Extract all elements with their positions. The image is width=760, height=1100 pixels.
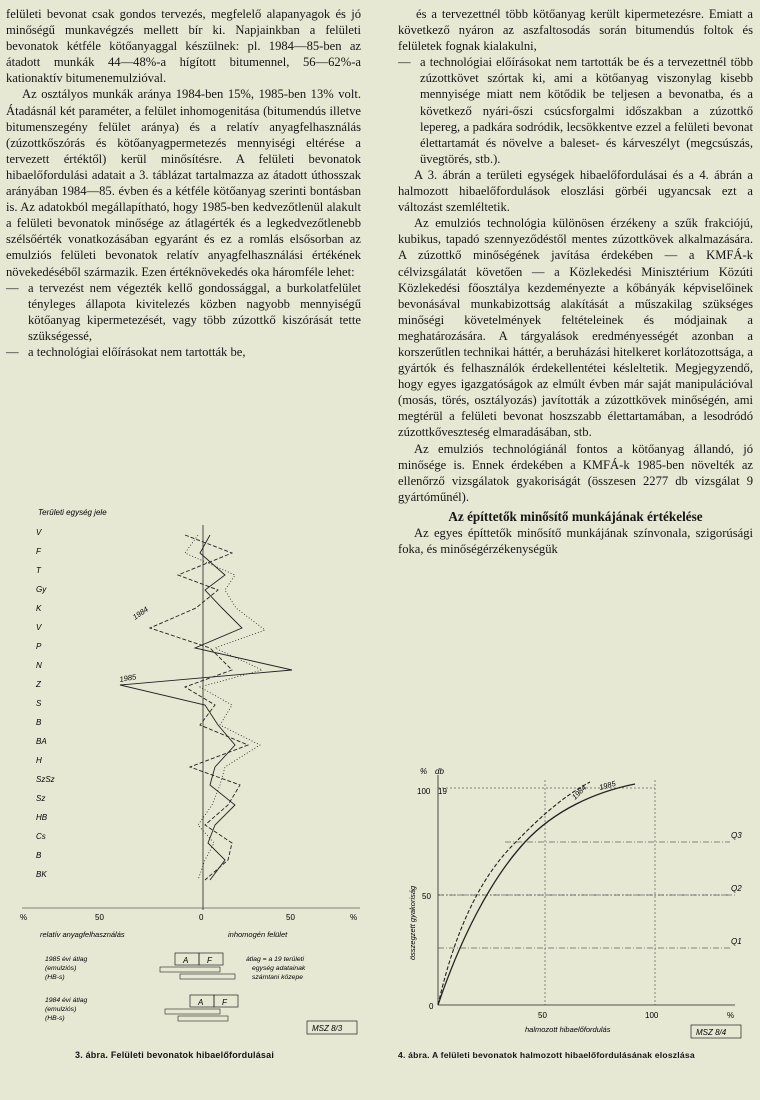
figure-4 — [395, 760, 760, 1050]
fig4-y-0: 0 — [429, 1002, 434, 1011]
fig3-legend-note — [246, 956, 306, 981]
fig4-y-19: 19 — [438, 787, 447, 796]
fig4-x-pct: % — [727, 1011, 735, 1020]
fig4-stamp: MSZ 8/4 — [696, 1028, 727, 1037]
fig3-unit-label: BK — [36, 870, 47, 879]
right-paragraph-4: Az emulziós technológiánál fontos a kötőanyag állandó, jó minősége is. Ennek érdekében a KMFÁ-k 1985-ben növelték az ellenőrző vizsgálatok gyakoriságát (összesen 2277 db vizsgálat 9 gyártóműnél). — [398, 441, 753, 504]
fig4-y-50: 50 — [422, 892, 431, 901]
fig4-x-label: halmozott hibaelőfordulás — [525, 1025, 611, 1034]
fig3-unit-label: B — [36, 851, 42, 860]
right-paragraph-5: Az egyes építtetők minősítő munkájának színvonala, szigorúsági foka, és minőségérzékenységük — [398, 525, 753, 556]
fig4-series-1985 — [438, 784, 635, 1005]
fig4-x-50: 50 — [538, 1011, 547, 1020]
fig3-box-a-1985: A — [183, 956, 189, 965]
fig3-unit-label: Gy — [36, 585, 47, 594]
svg-text:(emulziós): (emulziós) — [45, 1006, 77, 1013]
fig3-stamp: MSZ 8/3 — [312, 1024, 343, 1033]
fig3-x-ticks — [20, 913, 357, 922]
fig4-q3: Q3 — [731, 831, 742, 840]
svg-text:%: % — [350, 913, 358, 922]
fig3-unit-label: F — [36, 547, 41, 556]
fig3-y-title: Területi egység jele — [38, 508, 107, 517]
right-paragraph-1: és a tervezettnél több kötőanyag került kipermetezésre. Emiatt a következő nyáron az aszfaltosodás során bitumendús foltok és felületek fognak kialakulni, — [398, 7, 753, 54]
fig3-unit-label: H — [36, 756, 42, 765]
fig3-legend-1984 — [45, 997, 88, 1022]
fig3-x-label-right: inhomogén felület — [228, 930, 288, 939]
fig3-label-1984: 1984 — [130, 604, 150, 622]
section-title: Az építtetők minősítő munkájának értékelése — [448, 508, 703, 524]
fig3-box-a-1984: A — [198, 998, 204, 1007]
svg-text:számtani közepe: számtani közepe — [252, 974, 304, 981]
figure-3 — [0, 505, 380, 1045]
fig3-unit-label: V — [36, 528, 42, 537]
fig3-unit-label: N — [36, 661, 42, 670]
figure-3-caption: 3. ábra. Felületi bevonatok hibaelőfordulásai — [75, 1050, 275, 1060]
fig4-label-1984: 1984 — [570, 783, 589, 802]
fig3-unit-label: Sz — [36, 794, 46, 803]
fig4-y-label: összegzett gyakoriság — [408, 885, 417, 960]
svg-text:1984 évi átlag: 1984 évi átlag — [45, 997, 88, 1004]
fig3-unit-label: V — [36, 623, 42, 632]
fig3-unit-label: S — [36, 699, 42, 708]
svg-text:átlag = a 19 területi: átlag = a 19 területi — [246, 956, 305, 963]
svg-text:50: 50 — [286, 913, 295, 922]
fig3-series-1984 — [150, 535, 248, 880]
fig3-unit-label: Cs — [36, 832, 46, 841]
right-paragraph-3: Az emulziós technológia különösen érzékeny a szűk frakciójú, kubikus, tapadó szennyeződéstől mentes zúzottkövek alkalmazására. A zúzottkő minőségének javítása érdekében — a KMFÁ-k célvizsgálatát követően — a Közlekedési Minisztérium Közúti Közlekedési főosztálya kezdeményezte a kőbányák képviselőinek bevonásával munkabizottság alakítását a műszakilag szükséges minőségi követelmények feltételeinek és módjainak a meghatározására. A tárgyalások eredményességét azonban a korszerűtlen technikai háttér, a beruházási hitelkeret korlátozottsága, a gyártók és felhasználók érdekellentétei késleltetik. Megjegyzendő, hogy egyes igazgatóságok az elmúlt évben már saját manipulációval (mosás, törés, osztályozás) javították a zúzottkövek minőségén, ami megtérül a felületi bevonat hoszszabb élettartamában, a lesodródó zúzottkőveszteség elmaradásában, stb. — [398, 216, 753, 440]
fig3-box-f-1984: F — [222, 998, 227, 1007]
fig3-x-label-left: relatív anyagfelhasználás — [40, 930, 125, 939]
fig4-q1: Q1 — [731, 937, 742, 946]
fig3-box-f-1985: F — [207, 956, 212, 965]
fig3-unit-label: BA — [36, 737, 47, 746]
fig3-label-1985: 1985 — [118, 672, 137, 684]
fig4-unit-db: db — [435, 767, 444, 776]
fig4-series-1984 — [438, 782, 590, 1005]
fig4-unit-pct: % — [420, 767, 428, 776]
bullet-item-1: — a tervezést nem végezték kellő gondossággal, a burkolatfelület tényleges állapota kivitelezés közben nagyobb mennyiségű kötőanyag kipermetezését, vagy több zúzottkő kiszórását tette szükségessé, — [6, 280, 361, 343]
left-paragraph-1: felületi bevonat csak gondos tervezés, megfelelő alapanyagok és jó minőségű munkavégzés mellett bír ki. Napjainkban a felületi bevonatok kétféle kötőanyaggal készülnek: pl. 1984—85-ben az átadott munkák 44—48%-a hígított bitumennel, 56—62%-a kationaktív bitumenemulzióval. — [6, 7, 361, 86]
right-paragraph-2: A 3. ábrán a területi egységek hibaelőfordulásai és a 4. ábrán a halmozott hibaelőfordulások eloszlási görbéi ugyancsak ezt a változást szemléltetik. — [398, 167, 753, 215]
svg-text:(emulziós): (emulziós) — [45, 965, 77, 972]
figure-4-caption: 4. ábra. A felületi bevonatok halmozott hibaelőfordulásának eloszlása — [398, 1050, 695, 1060]
fig3-legend-1985 — [45, 956, 88, 981]
fig3-unit-label: B — [36, 718, 42, 727]
svg-text:1985 évi átlag: 1985 évi átlag — [45, 956, 88, 963]
bullet-item-3: — a technológiai előírásokat nem tartották be és a tervezettnél több zúzottkövet szórtak ki, ami a kötőanyag viszonylag kisebb mennyisége miatt nem kötődik be teljesen a bevonatba, és a következő nyári-őszi csúcsforgalmi időszakban a zúzottkő lepereg, a padkára sodródik, lecsökkentve ezzel a felületi bevonat élettartamát és növelve a baleset- és kárveszélyt (megcsúszás, üvegtörés, stb.). — [398, 55, 753, 166]
fig4-label-1985: 1985 — [598, 778, 617, 792]
svg-text:%: % — [20, 913, 28, 922]
svg-text:egység adatainak: egység adatainak — [252, 965, 306, 972]
fig4-x-100: 100 — [645, 1011, 659, 1020]
svg-text:(HB-s): (HB-s) — [45, 974, 65, 981]
fig3-unit-label: P — [36, 642, 42, 651]
left-text-column — [6, 6, 361, 360]
fig3-series-1985 — [120, 535, 292, 880]
fig4-y-100: 100 — [417, 787, 431, 796]
fig3-unit-label: SzSz — [36, 775, 55, 784]
svg-text:(HB-s): (HB-s) — [45, 1015, 65, 1022]
fig3-unit-label: Z — [36, 680, 41, 689]
svg-text:50: 50 — [95, 913, 104, 922]
fig3-unit-label: T — [36, 566, 41, 575]
fig4-q2: Q2 — [731, 884, 742, 893]
right-text-column — [398, 6, 753, 557]
fig3-unit-label: HB — [36, 813, 48, 822]
svg-text:0: 0 — [199, 913, 204, 922]
fig3-unit-label: K — [36, 604, 42, 613]
left-paragraph-2: Az osztályos munkák aránya 1984-ben 15%, 1985-ben 13% volt. Átadásnál két paraméter, a felület inhomogenitása (bitumendús illetve bitumenszegény felület aránya) és a relatív anyagfelhasználás (zúzottkőszórás és kötőanyagpermetezés mennyiségi eltérése a tervezett értéktől) kerül minősítésre. A felületi bevonatok hibaelőfordulási adatait a 3. táblázat tartalmazza az átadott úthosszak arányában 1984—85. évben és a kétféle kötőanyag szerinti bontásban is. Az adatokból megállapítható, hogy 1985-ben kedvezőtlenül alakult a felületi bevonatok minősége az átlagérték és a legkedvezőtlenebb szélsőérték vonatkozásában egyaránt és ez a romlás elsősorban az emulziós felületi bevonatok relatív anyagfelhasználási értékének növekedéséből származik. Ezen értéknövekedés oka háromféle lehet: — [6, 87, 361, 279]
bullet-item-2: — a technológiai előírásokat nem tartották be, — [6, 344, 246, 359]
